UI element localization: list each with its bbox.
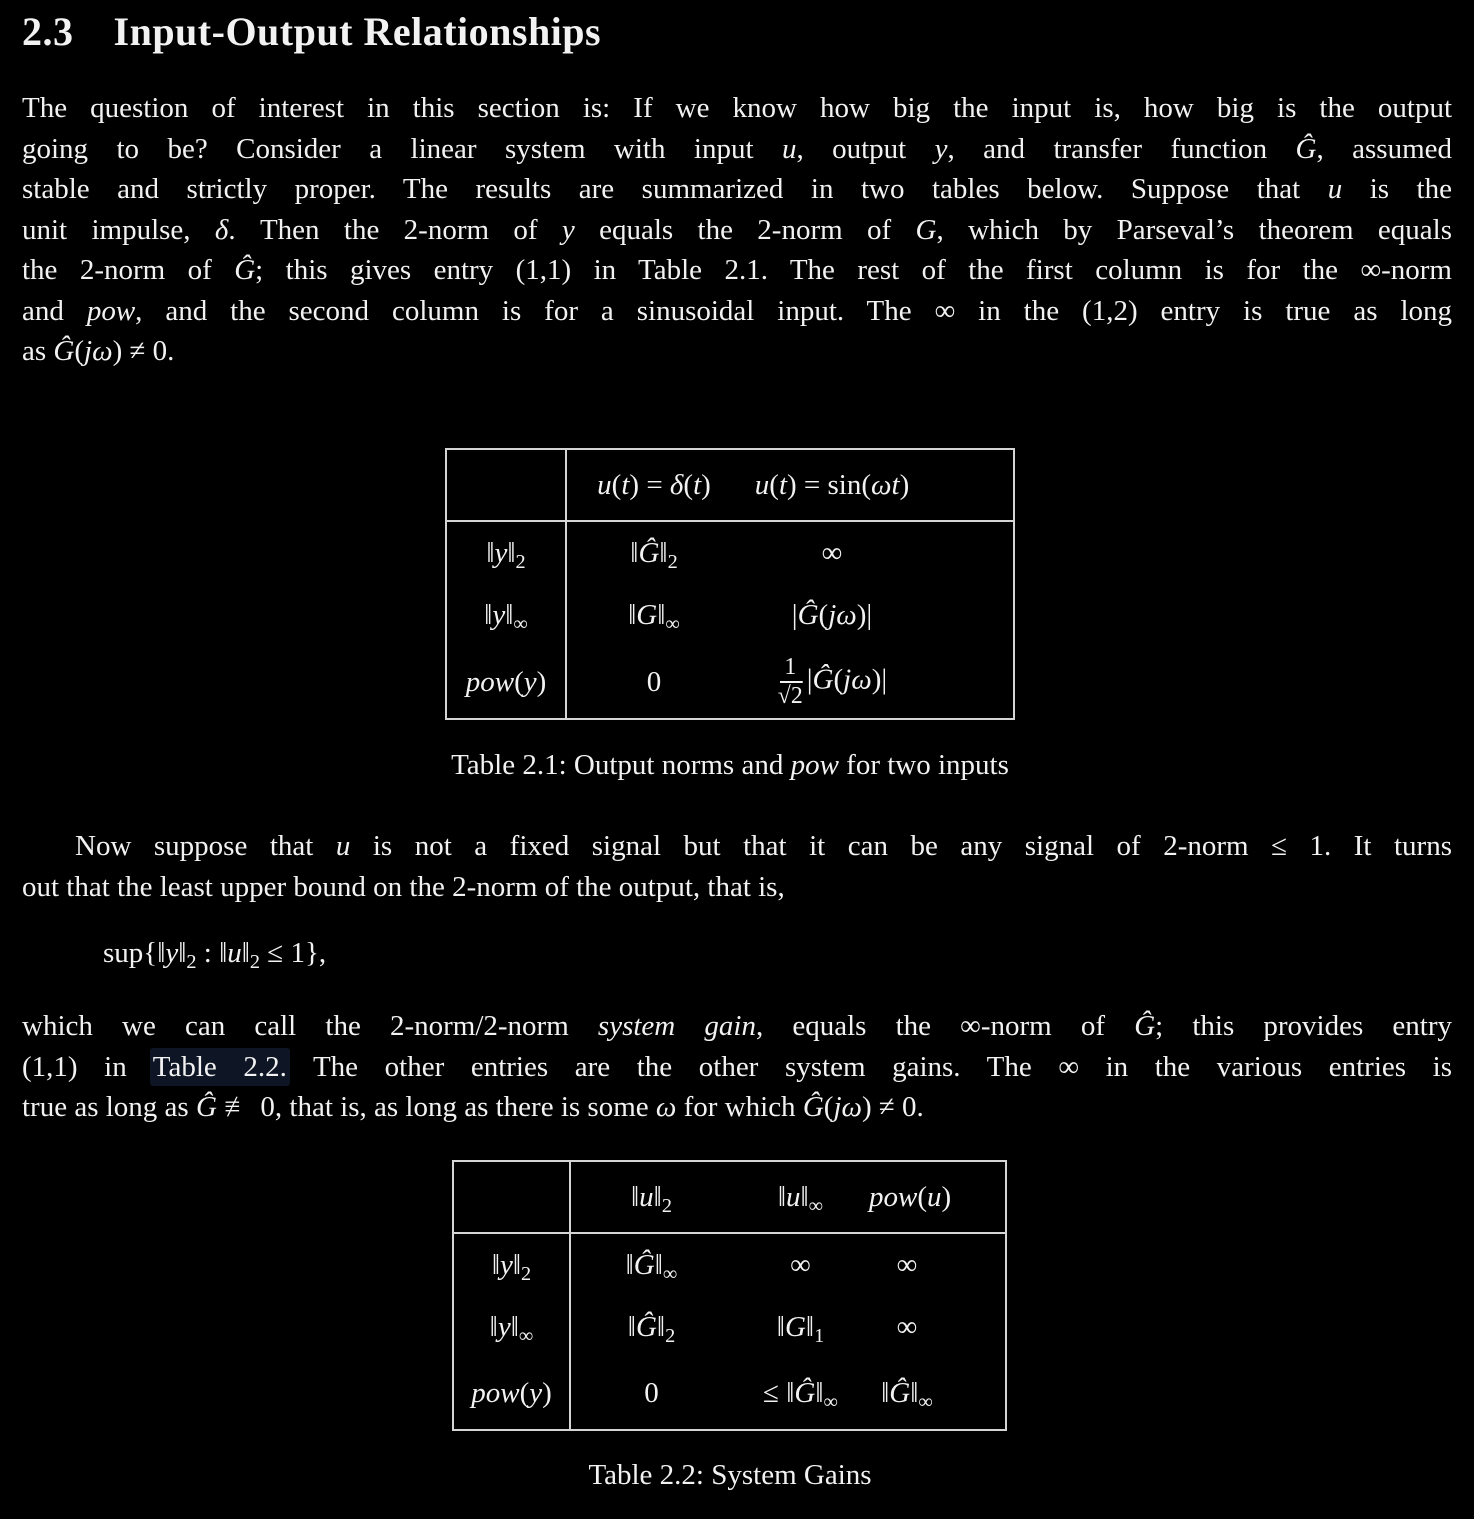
math-var: t bbox=[778, 468, 787, 501]
text-run: ‖ bbox=[512, 1248, 522, 1281]
text-run: ‖ bbox=[507, 536, 516, 569]
text-run: ‖ bbox=[489, 1310, 498, 1343]
text-run: ‖ bbox=[656, 1310, 666, 1343]
text-run: ; this provides entry bbox=[1155, 1010, 1453, 1042]
math-var: Ĝ bbox=[195, 1091, 217, 1123]
table-header-row bbox=[446, 449, 1014, 521]
column-header bbox=[869, 1161, 1006, 1233]
math-var: y bbox=[561, 213, 575, 246]
math-var: Ĝ bbox=[1295, 132, 1317, 165]
subscript: 2 bbox=[249, 951, 261, 974]
text-run: ‖ bbox=[628, 598, 637, 631]
text-run: | bbox=[791, 598, 798, 631]
text-run: Table 2.2: System Gains bbox=[588, 1459, 872, 1491]
text-run: ) bbox=[941, 1180, 952, 1213]
row-label bbox=[453, 1358, 570, 1430]
math-var: pow bbox=[869, 1180, 918, 1213]
text-run: ‖ bbox=[630, 536, 639, 569]
table-cell bbox=[453, 1161, 570, 1233]
table-2-2-link[interactable]: Table 2.2. bbox=[152, 1050, 287, 1083]
fraction: $\frac{1}{√2}$ bbox=[777, 654, 803, 709]
text-run: 0 bbox=[644, 1377, 659, 1409]
subscript: 2 bbox=[515, 550, 526, 573]
text-run: ) bbox=[899, 468, 910, 501]
text-run: is the bbox=[1342, 173, 1452, 205]
math-var: Ĝ bbox=[797, 598, 819, 631]
text-run: The question of interest in this section is: If we know how big the input is, how big is the output bbox=[22, 92, 1452, 124]
table-cell bbox=[732, 1358, 869, 1430]
text-run: ) ≠ 0. bbox=[112, 335, 175, 367]
column-header bbox=[732, 1161, 869, 1233]
text-line bbox=[22, 867, 1452, 908]
text-run: | bbox=[806, 663, 813, 696]
text-run: ‖ bbox=[484, 598, 493, 631]
row-label bbox=[453, 1233, 570, 1296]
text-line bbox=[22, 88, 1452, 129]
text-run: Now suppose that bbox=[75, 830, 336, 862]
text-run: sup{‖ bbox=[103, 937, 166, 969]
math-var: Ĝ bbox=[889, 1377, 911, 1409]
table-cell bbox=[570, 1296, 732, 1358]
text-line bbox=[22, 210, 1452, 251]
text-run: is not a fixed signal but that it can be any signal of 2-norm ≤ 1. It turns bbox=[350, 830, 1452, 862]
text-run: ∞ bbox=[821, 536, 843, 569]
table-cell bbox=[732, 1233, 869, 1296]
text-run: ( bbox=[769, 468, 779, 501]
math-var: system gain bbox=[597, 1010, 756, 1042]
math-var: u bbox=[786, 1180, 801, 1213]
text-line bbox=[22, 291, 1452, 332]
text-run: the 2-norm of bbox=[22, 254, 235, 286]
text-line bbox=[22, 1047, 1452, 1088]
text-run: ‖ bbox=[631, 1180, 640, 1213]
math-var: y bbox=[165, 937, 179, 969]
math-var: ω bbox=[655, 1091, 677, 1123]
text-run: for which bbox=[676, 1091, 803, 1123]
text-run: ‖ bbox=[777, 1180, 787, 1213]
table-cell bbox=[570, 1358, 732, 1430]
math-var: Ĝ bbox=[1134, 1010, 1156, 1042]
text-run: ( bbox=[514, 665, 524, 698]
text-line bbox=[22, 1006, 1452, 1047]
text-run: )| bbox=[856, 598, 873, 631]
math-var: G bbox=[784, 1310, 806, 1343]
row-label bbox=[446, 521, 566, 584]
text-run: , equals the ∞-norm of bbox=[755, 1010, 1135, 1042]
subscript: 2 bbox=[665, 1324, 676, 1347]
text-run: ‖ bbox=[491, 1248, 500, 1281]
text-run: unit impulse, bbox=[22, 213, 215, 246]
paragraph-1 bbox=[22, 88, 1452, 372]
subscript: 2 bbox=[186, 951, 197, 974]
text-run: )| bbox=[871, 663, 888, 696]
table-2-2 bbox=[452, 1160, 1007, 1431]
table-caption-2-1 bbox=[0, 748, 1460, 782]
math-var: G bbox=[915, 213, 937, 246]
text-run: , which by Parseval’s theorem equals bbox=[936, 213, 1453, 246]
math-var: δ bbox=[214, 213, 229, 246]
text-run: (1,1) in bbox=[22, 1050, 153, 1083]
table-row bbox=[453, 1296, 1006, 1358]
text-run: ) = bbox=[629, 468, 670, 501]
text-run: ∞ bbox=[896, 1310, 918, 1343]
text-run: ‖ bbox=[657, 598, 666, 631]
text-run: : ‖ bbox=[196, 937, 228, 969]
text-run: ; this gives entry (1,1) in Table 2.1. The rest of the first column is for the ∞-norm bbox=[255, 254, 1452, 286]
row-label bbox=[446, 584, 566, 646]
text-line bbox=[22, 331, 1452, 372]
text-run: ‖ bbox=[510, 1310, 519, 1343]
text-run: 0 bbox=[646, 665, 662, 698]
row-label bbox=[446, 646, 566, 719]
math-var: y bbox=[934, 132, 948, 165]
text-run: ‖ bbox=[805, 1310, 815, 1343]
math-var: t bbox=[621, 468, 630, 501]
text-run: ( bbox=[823, 1091, 834, 1123]
text-run: ‖ bbox=[627, 1310, 636, 1343]
math-var: y bbox=[494, 536, 508, 569]
math-var: u bbox=[781, 132, 797, 165]
table-cell bbox=[570, 1233, 732, 1296]
subscript: ∞ bbox=[513, 612, 528, 635]
text-run: ) ≠ 0. bbox=[861, 1091, 924, 1123]
text-run: , output bbox=[796, 132, 935, 165]
text-run: Table 2.1: Output norms and bbox=[451, 749, 791, 781]
text-run: ‖ bbox=[486, 536, 495, 569]
text-run: ‖ bbox=[241, 937, 250, 969]
text-run: , and the second column is for a sinusoidal input. The ∞ in the (1,2) entry is true as long bbox=[135, 294, 1452, 327]
text-run: , assumed bbox=[1316, 132, 1453, 165]
math-var: Ĝ bbox=[802, 1091, 824, 1123]
math-var: y bbox=[523, 665, 537, 698]
text-run: and bbox=[22, 294, 87, 327]
math-var: pow bbox=[86, 294, 136, 327]
math-var: jω bbox=[833, 1091, 862, 1123]
table-row bbox=[446, 521, 1014, 584]
text-line bbox=[22, 826, 1452, 867]
text-run: out that the least upper bound on the 2-norm of the output, that is, bbox=[22, 870, 785, 903]
text-run: ( bbox=[833, 663, 844, 696]
section-heading bbox=[22, 8, 601, 55]
text-run: ) bbox=[542, 1377, 552, 1409]
math-var: jω bbox=[843, 663, 872, 696]
math-var: y bbox=[499, 1248, 513, 1281]
text-run: ‖ bbox=[910, 1377, 919, 1409]
text-run: ) = sin( bbox=[787, 468, 872, 501]
math-var: G bbox=[636, 598, 658, 631]
math-var: u bbox=[597, 468, 612, 501]
text-run: . Then the 2-norm of bbox=[228, 213, 562, 246]
table-cell bbox=[446, 449, 566, 521]
math-var: u bbox=[927, 1180, 942, 1213]
text-run: ‖ bbox=[178, 937, 187, 969]
row-label bbox=[453, 1296, 570, 1358]
table-cell bbox=[869, 1296, 1006, 1358]
text-line bbox=[22, 250, 1452, 291]
text-run: stable and strictly proper. The results are summarized in two tables below. Suppose that bbox=[22, 173, 1328, 205]
math-var: y bbox=[492, 598, 506, 631]
text-run: ‖ bbox=[800, 1180, 809, 1213]
math-var: u bbox=[639, 1180, 654, 1213]
subscript: ∞ bbox=[823, 1391, 838, 1414]
math-var: Ĝ bbox=[53, 335, 75, 367]
text-run: ) bbox=[536, 665, 547, 698]
math-var: Ĝ bbox=[812, 663, 834, 696]
text-run: ( bbox=[818, 598, 829, 631]
subscript: 2 bbox=[661, 1194, 672, 1217]
subscript: ∞ bbox=[808, 1194, 824, 1217]
math-var: δ bbox=[669, 468, 684, 501]
subscript: ∞ bbox=[662, 1262, 678, 1285]
table-cell bbox=[566, 521, 741, 584]
text-run: ( bbox=[519, 1377, 530, 1409]
math-var: Ĝ bbox=[638, 536, 660, 569]
text-run: equals the 2-norm of bbox=[574, 213, 916, 246]
text-run: ≢ 0, that is, as long as there is some bbox=[216, 1091, 656, 1123]
table-cell bbox=[869, 1233, 1006, 1296]
math-var: ωt bbox=[871, 468, 900, 501]
paragraph-2 bbox=[22, 826, 1452, 907]
text-run: ‖ bbox=[776, 1310, 785, 1343]
paragraph-3 bbox=[22, 1006, 1452, 1128]
math-var: jω bbox=[828, 598, 857, 631]
text-run: ‖ bbox=[653, 1180, 662, 1213]
table-cell bbox=[732, 1296, 869, 1358]
text-run: going to be? Consider a linear system with input bbox=[22, 132, 782, 165]
text-run: ‖ bbox=[625, 1248, 634, 1281]
table-row bbox=[446, 646, 1014, 719]
text-run: , and transfer function bbox=[947, 132, 1296, 165]
math-var: u bbox=[227, 937, 242, 969]
section-title: Input-Output Relationships bbox=[113, 9, 602, 54]
column-header bbox=[566, 449, 741, 521]
table-2-1 bbox=[445, 448, 1015, 720]
equation-sup-norm bbox=[103, 933, 326, 973]
text-run: ≤ ‖ bbox=[763, 1377, 795, 1409]
table-header-row bbox=[453, 1161, 1006, 1233]
text-run: ( bbox=[74, 335, 85, 367]
math-var: Ĝ bbox=[234, 254, 256, 286]
text-run: ) bbox=[701, 468, 711, 501]
subscript: ∞ bbox=[918, 1391, 933, 1414]
table-row bbox=[446, 584, 1014, 646]
table-row bbox=[453, 1358, 1006, 1430]
text-run: true as long as bbox=[22, 1091, 196, 1123]
math-var: u bbox=[1327, 173, 1343, 205]
text-line bbox=[22, 1087, 1452, 1128]
table-row bbox=[453, 1233, 1006, 1296]
text-line bbox=[22, 129, 1452, 170]
text-run: ‖ bbox=[815, 1377, 824, 1409]
table-cell bbox=[869, 1358, 1006, 1430]
text-run: for two inputs bbox=[838, 749, 1009, 781]
math-var: u bbox=[754, 468, 770, 501]
math-var: Ĝ bbox=[794, 1377, 816, 1409]
text-run: as bbox=[22, 335, 54, 367]
math-var: y bbox=[497, 1310, 511, 1343]
subscript: 2 bbox=[521, 1262, 532, 1285]
math-var: Ĝ bbox=[633, 1248, 655, 1281]
text-run: ‖ bbox=[654, 1248, 663, 1281]
text-line bbox=[22, 169, 1452, 210]
math-var: pow bbox=[790, 749, 839, 781]
math-var: pow bbox=[465, 665, 515, 698]
subscript: 2 bbox=[667, 550, 678, 573]
section-number: 2.3 bbox=[22, 9, 74, 54]
text-run: ‖ bbox=[505, 598, 514, 631]
text-run: ≤ 1}, bbox=[260, 937, 327, 969]
column-header bbox=[570, 1161, 732, 1233]
text-run: ∞ bbox=[896, 1248, 918, 1281]
table-caption-2-2 bbox=[0, 1458, 1460, 1492]
math-var: pow bbox=[471, 1377, 520, 1409]
math-var: y bbox=[529, 1377, 543, 1409]
text-run: The other entries are the other system gains. The ∞ in the various entries is bbox=[286, 1050, 1452, 1083]
subscript: 1 bbox=[814, 1324, 825, 1347]
text-run: ∞ bbox=[790, 1248, 811, 1281]
math-var: Ĝ bbox=[635, 1310, 657, 1343]
subscript: ∞ bbox=[665, 612, 680, 635]
table-cell bbox=[566, 584, 741, 646]
table-cell bbox=[741, 646, 1014, 719]
text-run: which we can call the 2-norm/2-norm bbox=[22, 1010, 598, 1042]
math-var: jω bbox=[84, 335, 113, 367]
math-var: t bbox=[693, 468, 702, 501]
subscript: ∞ bbox=[518, 1324, 534, 1347]
column-header bbox=[741, 449, 1014, 521]
text-run: ( bbox=[917, 1180, 928, 1213]
table-cell bbox=[741, 521, 1014, 584]
text-run: ( bbox=[683, 468, 694, 501]
table-cell bbox=[741, 584, 1014, 646]
text-run: ‖ bbox=[881, 1377, 890, 1409]
table-cell bbox=[566, 646, 741, 719]
math-var: u bbox=[335, 830, 351, 862]
text-run: ( bbox=[611, 468, 622, 501]
text-run: ‖ bbox=[659, 536, 668, 569]
